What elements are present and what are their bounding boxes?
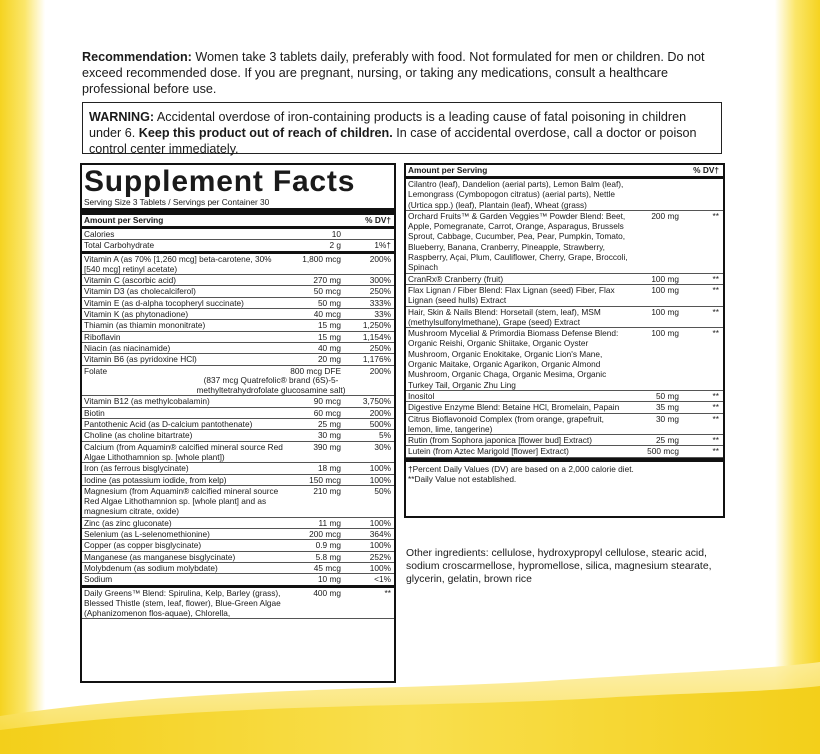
nutrient-row (82, 332, 394, 343)
nutrient-amount: 60 mcg (313, 407, 341, 418)
nutrient-amount: 270 mg (313, 275, 341, 286)
nutrient-row (82, 552, 394, 563)
nutrient-amount: 35 mg (655, 402, 679, 413)
nutrient-amount: 15 mg (317, 331, 341, 342)
nutrient-amount: 25 mg (317, 419, 341, 430)
nutrient-row (82, 419, 394, 430)
nutrient-row (406, 179, 723, 211)
facts-header (82, 215, 394, 229)
nutrient-amount: 10 mg (317, 574, 341, 585)
nutrient-amount: 100 mg (651, 273, 679, 284)
nutrient-row (406, 391, 723, 402)
nutrient-name: Digestive Enzyme Blend: Betaine HCl, Bromelain, Papain (408, 402, 620, 413)
nutrient-dv: 3,750% (362, 396, 391, 407)
nutrient-name: Sodium (84, 574, 113, 585)
nutrient-dv: 200% (369, 365, 391, 376)
nutrient-row (406, 211, 723, 274)
nutrient-dv: ** (712, 446, 719, 457)
warning-label: WARNING: (89, 110, 155, 124)
nutrient-dv: ** (712, 435, 719, 446)
nutrient-dv: ** (712, 402, 719, 413)
folate-note-row (82, 375, 394, 397)
nutrient-amount: 90 mcg (313, 396, 341, 407)
nutrient-dv: ** (712, 210, 719, 221)
nutrient-name: Magnesium (from Aquamin® calcified mineral source Red Algae Lithothamnion sp. [whole plant] and as magnesium citrate, oxide) (84, 485, 279, 517)
nutrient-name: Inositol (408, 390, 435, 401)
nutrient-row (82, 286, 394, 297)
other-ingredients: Other ingredients: cellulose, hydroxypropyl cellulose, stearic acid, sodium croscarmellose, hypromellose, silica, magnesium stearate, glycerin, gelatin, brown rice (406, 548, 712, 585)
nutrient-name: Rutin (from Sophora japonica [flower bud] Extract) (408, 435, 592, 446)
folate-note: (837 mcg Quatrefolic® brand (6S)-5-methyltetrahydrofolate glucosamine salt) (196, 374, 346, 396)
nutrient-name: Pantothenic Acid (as D-calcium pantothenate) (84, 419, 253, 430)
nutrient-dv: 100% (369, 463, 391, 474)
nutrient-dv: 100% (369, 517, 391, 528)
nutrient-row (406, 414, 723, 436)
nutrient-dv: 500% (369, 419, 391, 430)
nutrient-row (82, 475, 394, 486)
nutrient-row (82, 275, 394, 286)
nutrient-amount: 400 mg (313, 587, 341, 598)
nutrient-dv: 100% (369, 562, 391, 573)
nutrient-name: Calories (84, 229, 115, 239)
nutrient-name: Vitamin K (as phytonadione) (84, 309, 189, 320)
nutrient-name: Cilantro (leaf), Dandelion (aerial parts), Lemon Balm (leaf), Lemongrass (Cymbopogon citratus) (aerial parts), Nettle (Urtica spp.) (leaf), Plantain (leaf), Wheat (grass) (408, 179, 624, 210)
supplement-facts-panel-left (80, 163, 396, 683)
nutrient-name: CranRx® Cranberry (fruit) (408, 273, 504, 284)
nutrient-dv: 250% (369, 286, 391, 297)
warning-text-2: In case of accidental overdose, call a doctor or poison control center immediately. (89, 126, 697, 156)
nutrient-row (82, 354, 394, 365)
nutrient-row (82, 486, 394, 518)
nutrient-row (82, 588, 394, 620)
serving-size: Serving Size 3 Tablets / Servings per Container 30 (82, 197, 394, 215)
nutrient-name: Niacin (as niacinamide) (84, 342, 171, 353)
nutrient-dv: 200% (369, 407, 391, 418)
nutrient-amount: 100 mg (651, 284, 679, 295)
nutrient-dv: ** (712, 284, 719, 295)
nutrient-dv: 30% (374, 441, 391, 452)
supplement-facts-title: Supplement Facts (84, 165, 356, 198)
nutrient-dv: 33% (374, 309, 391, 320)
nutrient-name: Manganese (as manganese bisglycinate) (84, 551, 236, 562)
nutrient-dv: 1,176% (362, 354, 391, 365)
nutrient-dv: ** (712, 273, 719, 284)
nutrient-row (82, 240, 394, 253)
recommendation-body: Women take 3 tablets daily, preferably with food. Not formulated for men or children. Do not exceed recommended dose. If you are pregnant, nursing, or taking any medications, consult a healthcare professional before use. (82, 50, 705, 96)
nutrient-dv: 252% (369, 551, 391, 562)
nutrient-dv: 200% (369, 253, 391, 264)
nutrient-amount: 50 mcg (313, 286, 341, 297)
nutrient-dv (689, 179, 723, 210)
nutrient-amount: 5.8 mg (315, 551, 341, 562)
nutrient-name: Daily Greens™ Blend: Spirulina, Kelp, Barley (grass), Blessed Thistle (stem, leaf, flower), Blue-Green Algae (Aphanizomenon flos-aquae), Chlorella, (84, 587, 281, 619)
nutrient-row (406, 307, 723, 329)
nutrient-name: Vitamin C (ascorbic acid) (84, 275, 177, 286)
nutrient-dv: ** (712, 306, 719, 317)
footnote-dv: †Percent Daily Values (DV) are based on a 2,000 calorie diet. (408, 463, 634, 474)
nutrient-dv: 300% (369, 275, 391, 286)
nutrient-dv: 100% (369, 474, 391, 485)
nutrient-row (82, 408, 394, 419)
nutrient-amount: 20 mg (317, 354, 341, 365)
nutrient-amount: 25 mg (655, 435, 679, 446)
facts-footnotes (406, 458, 723, 487)
nutrient-amount: 30 mg (317, 430, 341, 441)
nutrient-amount: 11 mg (318, 517, 341, 528)
nutrient-amount: 150 mcg (309, 474, 341, 485)
nutrient-row (82, 463, 394, 474)
nutrient-amount: 45 mcg (313, 562, 341, 573)
recommendation-label: Recommendation: (82, 50, 192, 64)
recommendation-text (82, 49, 722, 97)
nutrient-row (406, 435, 723, 446)
nutrient-amount: 800 mcg DFE (290, 365, 341, 376)
nutrient-amount: 40 mcg (313, 309, 341, 320)
nutrient-dv: ** (712, 390, 719, 401)
nutrient-dv: 250% (369, 342, 391, 353)
nutrient-name: Thiamin (as thiamin mononitrate) (84, 320, 206, 331)
nutrient-row (82, 430, 394, 441)
nutrient-row (82, 254, 394, 276)
nutrient-amount: 30 mg (655, 413, 679, 424)
nutrient-amount: 0.9 mg (315, 540, 341, 551)
nutrient-row (406, 446, 723, 457)
nutrient-name: Choline (as choline bitartrate) (84, 430, 193, 441)
dv-header: % DV† (365, 215, 391, 225)
nutrient-row (406, 328, 723, 391)
nutrient-amount (629, 179, 689, 210)
nutrient-dv: 100% (369, 540, 391, 551)
nutrient-name: Hair, Skin & Nails Blend: Horsetail (stem, leaf), MSM (methylsulfonylmethane), Grape (seed) Extract (408, 306, 601, 327)
amount-header-right: Amount per Serving (408, 165, 488, 175)
nutrient-amount: 50 mg (317, 297, 341, 308)
nutrient-row (82, 343, 394, 354)
nutrient-name: Vitamin B12 (as methylcobalamin) (84, 396, 210, 407)
supplement-facts-panel-right (404, 163, 725, 518)
nutrient-row (406, 274, 723, 285)
nutrient-row (82, 518, 394, 529)
left-rows (82, 229, 394, 619)
nutrient-name: Total Carbohydrate (84, 240, 155, 251)
nutrient-row (82, 229, 394, 240)
amount-header: Amount per Serving (84, 215, 164, 225)
nutrient-row (82, 320, 394, 331)
nutrient-dv: 364% (369, 529, 391, 540)
nutrient-name: Citrus Bioflavonoid Complex (from orange, grapefruit, lemon, lime, tangerine) (408, 413, 604, 434)
nutrient-name: Vitamin E (as d-alpha tocopheryl succinate) (84, 297, 244, 308)
nutrient-dv: ** (712, 328, 719, 339)
nutrient-row (82, 396, 394, 407)
nutrient-row (82, 563, 394, 574)
nutrient-name: Iodine (as potassium iodide, from kelp) (84, 474, 227, 485)
nutrient-amount: 210 mg (313, 485, 341, 496)
nutrient-name: Folate (84, 365, 108, 376)
nutrient-name: Selenium (as L-selenomethionine) (84, 529, 210, 540)
nutrient-dv: 5% (379, 430, 391, 441)
nutrient-row (82, 442, 394, 464)
nutrient-name: Biotin (84, 407, 105, 418)
nutrient-amount: 200 mcg (309, 529, 341, 540)
nutrient-amount: 500 mcg (647, 446, 679, 457)
footnote-not-established: **Daily Value not established. (408, 473, 517, 484)
nutrient-amount: 200 mg (651, 210, 679, 221)
nutrient-name: Orchard Fruits™ & Garden Veggies™ Powder Blend: Beet, Apple, Pomegranate, Carrot, Orange, Asparagus, Brussels Sprout, Cabbage, Cucumber, Pea, Pear, Pumpkin, Tomato, Blueberry, Banana, Cranberry, Pineapple, Strawberry, Raspberry, Açai, Plum, Cauliflower, Cherry, Grape, Broccoli, Spinach (408, 210, 628, 273)
nutrient-amount: 2 g (329, 240, 341, 251)
nutrient-dv: 1,250% (362, 320, 391, 331)
facts-header-right (406, 165, 723, 179)
nutrient-dv: 333% (369, 297, 391, 308)
nutrient-amount: 50 mg (655, 390, 679, 401)
nutrient-row (82, 529, 394, 540)
nutrient-row (406, 285, 723, 307)
nutrient-name: Zinc (as zinc gluconate) (84, 517, 172, 528)
nutrient-name: Vitamin A (as 70% [1,260 mcg] beta-carotene, 30% [540 mcg] retinyl acetate) (84, 253, 272, 274)
nutrient-dv: 1%† (374, 240, 391, 251)
nutrient-name: Riboflavin (84, 331, 121, 342)
nutrient-amount: 390 mg (313, 441, 341, 452)
nutrient-row (82, 309, 394, 320)
nutrient-name: Iron (as ferrous bisglycinate) (84, 463, 189, 474)
warning-text-1: Accidental overdose of iron-containing products is a leading cause of fatal poisoning in children under 6. (89, 110, 687, 140)
nutrient-name: Lutein (from Aztec Marigold [flower] Extract) (408, 446, 569, 457)
nutrient-amount: 18 mg (317, 463, 341, 474)
nutrient-name: Copper (as copper bisglycinate) (84, 540, 202, 551)
nutrient-amount: 40 mg (317, 342, 341, 353)
nutrient-amount: 15 mg (317, 320, 341, 331)
nutrient-amount: 10 (331, 229, 341, 239)
nutrient-amount: 1,800 mcg (302, 253, 341, 264)
nutrient-row (82, 574, 394, 587)
nutrient-row (82, 540, 394, 551)
nutrient-name: Vitamin B6 (as pyridoxine HCl) (84, 354, 197, 365)
nutrient-dv: 1,154% (362, 331, 391, 342)
right-rows (406, 179, 723, 458)
nutrient-amount: 100 mg (651, 306, 679, 317)
nutrient-dv: ** (384, 587, 391, 598)
nutrient-name: Mushroom Mycelial & Primordia Biomass Defense Blend: Organic Reishi, Organic Shiitake, Organic Oyster Mushroom, Organic Enokitake, Organic Lion's Mane, Organic Maitake, Organic Agarikon, Organic Almond Mushroom, Organic Chaga, Organic Mesima, Organic Turkey Tail, Organic Zhu Ling (408, 328, 619, 390)
nutrient-amount: 100 mg (651, 328, 679, 339)
nutrient-row (82, 298, 394, 309)
nutrient-name: Calcium (from Aquamin® calcified mineral source Red Algae Lithothamnion sp. [whole plant]) (84, 441, 283, 462)
dv-header-right: % DV† (693, 165, 719, 175)
nutrient-name: Flax Lignan / Fiber Blend: Flax Lignan (seed) Fiber, Flax Lignan (seed hulls) Extract (408, 284, 615, 306)
warning-bold-text: Keep this product out of reach of children. (138, 126, 393, 140)
nutrient-dv: <1% (374, 574, 391, 585)
nutrient-name: Vitamin D3 (as cholecalciferol) (84, 286, 196, 297)
nutrient-dv (349, 229, 394, 239)
warning-box (82, 102, 722, 154)
nutrient-row (406, 402, 723, 413)
nutrient-name: Molybdenum (as sodium molybdate) (84, 562, 218, 573)
nutrient-dv: ** (712, 413, 719, 424)
nutrient-dv: 50% (374, 485, 391, 496)
